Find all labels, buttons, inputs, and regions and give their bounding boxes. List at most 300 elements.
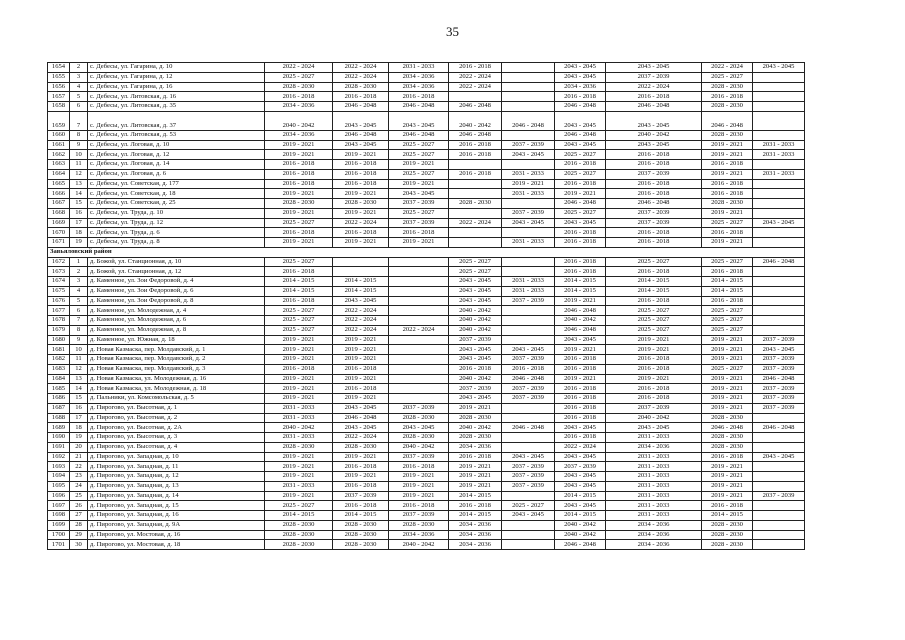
period-cell: 2028 - 2030 xyxy=(449,413,502,423)
period-cell: 2019 - 2021 xyxy=(555,296,606,306)
period-cell: 2028 - 2030 xyxy=(265,520,333,530)
period-cell xyxy=(389,306,449,316)
row-number: 1680 xyxy=(48,335,70,345)
period-cell: 2016 - 2018 xyxy=(265,267,333,277)
table-row xyxy=(48,277,805,287)
period-cell: 2016 - 2018 xyxy=(265,364,333,374)
period-cell xyxy=(753,228,805,238)
period-cell: 2031 - 2033 xyxy=(606,472,702,482)
period-cell: 2019 - 2021 xyxy=(333,374,389,384)
period-cell: 2040 - 2042 xyxy=(449,306,502,316)
period-cell: 2016 - 2018 xyxy=(333,364,389,374)
address-cell: д. Новая Казмаска, ул. Молодежная, д. 16 xyxy=(88,374,265,384)
period-cell: 2037 - 2039 xyxy=(606,208,702,218)
period-cell: 2022 - 2024 xyxy=(333,306,389,316)
period-cell: 2019 - 2021 xyxy=(606,374,702,384)
table-row xyxy=(48,433,805,443)
row-number: 1689 xyxy=(48,423,70,433)
period-cell xyxy=(753,111,805,130)
local-index: 7 xyxy=(70,316,88,326)
period-cell: 2022 - 2024 xyxy=(265,63,333,73)
period-cell xyxy=(502,102,555,112)
row-number: 1662 xyxy=(48,150,70,160)
table-row xyxy=(48,394,805,404)
row-number: 1684 xyxy=(48,374,70,384)
row-number: 1658 xyxy=(48,102,70,112)
period-cell: 2016 - 2018 xyxy=(702,452,753,462)
period-cell: 2028 - 2030 xyxy=(333,82,389,92)
period-cell: 2019 - 2021 xyxy=(389,238,449,248)
period-cell: 2046 - 2048 xyxy=(555,130,606,140)
period-cell: 2019 - 2021 xyxy=(702,462,753,472)
period-cell: 2043 - 2045 xyxy=(502,218,555,228)
local-index: 1 xyxy=(70,257,88,267)
period-cell: 2016 - 2018 xyxy=(606,238,702,248)
period-cell: 2016 - 2018 xyxy=(265,92,333,102)
period-cell: 2043 - 2045 xyxy=(753,63,805,73)
row-number: 1700 xyxy=(48,530,70,540)
period-cell: 2019 - 2021 xyxy=(333,238,389,248)
period-cell: 2046 - 2048 xyxy=(702,423,753,433)
period-cell: 2034 - 2036 xyxy=(606,530,702,540)
period-cell: 2046 - 2048 xyxy=(333,130,389,140)
period-cell: 2034 - 2036 xyxy=(449,530,502,540)
period-cell: 2019 - 2021 xyxy=(333,189,389,199)
period-cell: 2019 - 2021 xyxy=(702,150,753,160)
period-cell xyxy=(753,442,805,452)
period-cell: 2016 - 2018 xyxy=(606,355,702,365)
period-cell xyxy=(333,267,389,277)
address-cell: д. Пирогово, ул. Западная, д. 9А xyxy=(88,520,265,530)
period-cell: 2016 - 2018 xyxy=(606,296,702,306)
period-cell: 2019 - 2021 xyxy=(265,140,333,150)
period-cell: 2019 - 2021 xyxy=(265,452,333,462)
table-row xyxy=(48,306,805,316)
period-cell: 2016 - 2018 xyxy=(606,394,702,404)
period-cell: 2019 - 2021 xyxy=(702,335,753,345)
local-index: 17 xyxy=(70,218,88,228)
period-cell: 2016 - 2018 xyxy=(265,228,333,238)
period-cell: 2037 - 2039 xyxy=(502,481,555,491)
period-cell: 2028 - 2030 xyxy=(702,413,753,423)
period-cell: 2016 - 2018 xyxy=(606,384,702,394)
period-cell: 2043 - 2045 xyxy=(502,511,555,521)
period-cell: 2043 - 2045 xyxy=(333,111,389,130)
local-index: 16 xyxy=(70,208,88,218)
period-cell xyxy=(502,228,555,238)
period-cell: 2016 - 2018 xyxy=(555,394,606,404)
address-cell: д. Пирогово, ул. Высотная, д. 1 xyxy=(88,403,265,413)
table-row xyxy=(48,501,805,511)
period-cell: 2014 - 2015 xyxy=(555,491,606,501)
period-cell xyxy=(389,335,449,345)
period-cell: 2037 - 2039 xyxy=(606,403,702,413)
address-cell: д. Каменное, ул. Молодежная, д. 8 xyxy=(88,325,265,335)
period-cell xyxy=(753,433,805,443)
address-cell: д. Пирогово, ул. Высотная, д. 4 xyxy=(88,442,265,452)
period-cell: 2019 - 2021 xyxy=(702,491,753,501)
period-cell: 2016 - 2018 xyxy=(555,179,606,189)
period-cell: 2043 - 2045 xyxy=(333,296,389,306)
table-row xyxy=(48,540,805,550)
local-index: 11 xyxy=(70,355,88,365)
table-row xyxy=(48,267,805,277)
period-cell: 2016 - 2018 xyxy=(333,481,389,491)
period-cell: 2019 - 2021 xyxy=(449,462,502,472)
period-cell: 2019 - 2021 xyxy=(702,374,753,384)
period-cell xyxy=(502,540,555,550)
table-row xyxy=(48,218,805,228)
period-cell: 2034 - 2036 xyxy=(389,82,449,92)
period-cell: 2046 - 2048 xyxy=(389,102,449,112)
table-row xyxy=(48,325,805,335)
address-cell: с. Дебесы, ул. Логовая, д. 14 xyxy=(88,160,265,170)
period-cell: 2040 - 2042 xyxy=(555,520,606,530)
period-cell: 2037 - 2039 xyxy=(502,296,555,306)
period-cell xyxy=(753,501,805,511)
period-cell: 2028 - 2030 xyxy=(333,199,389,209)
address-cell: д. Новая Казмаска, пер. Молдавский, д. 2 xyxy=(88,355,265,365)
period-cell: 2025 - 2027 xyxy=(702,257,753,267)
local-index: 16 xyxy=(70,403,88,413)
period-cell: 2028 - 2030 xyxy=(702,530,753,540)
table-row xyxy=(48,442,805,452)
local-index: 26 xyxy=(70,501,88,511)
period-cell: 2014 - 2015 xyxy=(555,277,606,287)
row-number: 1667 xyxy=(48,199,70,209)
period-cell: 2016 - 2018 xyxy=(702,267,753,277)
period-cell xyxy=(502,72,555,82)
period-cell: 2043 - 2045 xyxy=(502,452,555,462)
table-row xyxy=(48,169,805,179)
period-cell: 2016 - 2018 xyxy=(606,92,702,102)
period-cell: 2019 - 2021 xyxy=(265,384,333,394)
period-cell: 2016 - 2018 xyxy=(702,160,753,170)
table-row xyxy=(48,238,805,248)
period-cell: 2037 - 2039 xyxy=(502,394,555,404)
table-row xyxy=(48,130,805,140)
period-cell: 2019 - 2021 xyxy=(265,394,333,404)
row-number: 1697 xyxy=(48,501,70,511)
period-cell: 2019 - 2021 xyxy=(702,345,753,355)
period-cell: 2022 - 2024 xyxy=(702,63,753,73)
row-number: 1681 xyxy=(48,345,70,355)
period-cell: 2019 - 2021 xyxy=(702,238,753,248)
period-cell xyxy=(753,160,805,170)
address-cell: д. Пирогово, ул. Мостовая, д. 18 xyxy=(88,540,265,550)
period-cell: 2037 - 2039 xyxy=(389,511,449,521)
period-cell xyxy=(753,530,805,540)
period-cell: 2040 - 2042 xyxy=(606,413,702,423)
period-cell: 2019 - 2021 xyxy=(606,345,702,355)
local-index: 6 xyxy=(70,306,88,316)
period-cell: 2025 - 2027 xyxy=(265,306,333,316)
local-index: 24 xyxy=(70,481,88,491)
local-index: 19 xyxy=(70,433,88,443)
period-cell: 2028 - 2030 xyxy=(702,520,753,530)
period-cell: 2037 - 2039 xyxy=(449,335,502,345)
period-cell: 2014 - 2015 xyxy=(606,277,702,287)
period-cell: 2040 - 2042 xyxy=(606,130,702,140)
period-cell: 2028 - 2030 xyxy=(702,130,753,140)
period-cell xyxy=(753,472,805,482)
period-cell xyxy=(502,433,555,443)
address-cell: с. Дебесы, ул. Логовая, д. 6 xyxy=(88,169,265,179)
period-cell xyxy=(502,335,555,345)
table-row xyxy=(48,179,805,189)
period-cell xyxy=(753,481,805,491)
period-cell xyxy=(449,189,502,199)
local-index: 10 xyxy=(70,345,88,355)
local-index: 12 xyxy=(70,364,88,374)
period-cell: 2037 - 2039 xyxy=(753,335,805,345)
period-cell: 2025 - 2027 xyxy=(702,325,753,335)
table-row xyxy=(48,511,805,521)
period-cell: 2037 - 2039 xyxy=(389,199,449,209)
period-cell: 2019 - 2021 xyxy=(449,481,502,491)
row-number: 1654 xyxy=(48,63,70,73)
period-cell: 2031 - 2033 xyxy=(753,150,805,160)
local-index: 21 xyxy=(70,452,88,462)
period-cell: 2016 - 2018 xyxy=(702,501,753,511)
period-cell xyxy=(389,374,449,384)
period-cell: 2016 - 2018 xyxy=(555,364,606,374)
period-cell: 2016 - 2018 xyxy=(333,462,389,472)
period-cell: 2016 - 2018 xyxy=(389,92,449,102)
period-cell: 2025 - 2027 xyxy=(265,257,333,267)
local-index: 5 xyxy=(70,92,88,102)
district-section-row xyxy=(48,247,805,257)
period-cell: 2019 - 2021 xyxy=(265,150,333,160)
row-number: 1671 xyxy=(48,238,70,248)
local-index: 2 xyxy=(70,63,88,73)
period-cell: 2031 - 2033 xyxy=(753,169,805,179)
address-cell: с. Дебесы, ул. Гагарина, д. 12 xyxy=(88,72,265,82)
period-cell: 2019 - 2021 xyxy=(333,472,389,482)
period-cell: 2037 - 2039 xyxy=(449,384,502,394)
period-cell xyxy=(753,540,805,550)
period-cell: 2019 - 2021 xyxy=(702,481,753,491)
period-cell: 2019 - 2021 xyxy=(389,179,449,189)
period-cell: 2028 - 2030 xyxy=(265,540,333,550)
period-cell: 2014 - 2015 xyxy=(265,277,333,287)
period-cell: 2031 - 2033 xyxy=(606,433,702,443)
period-cell: 2025 - 2027 xyxy=(389,169,449,179)
period-cell: 2016 - 2018 xyxy=(333,92,389,102)
period-cell: 2037 - 2039 xyxy=(606,72,702,82)
row-number: 1669 xyxy=(48,218,70,228)
period-cell xyxy=(753,286,805,296)
period-cell: 2016 - 2018 xyxy=(389,501,449,511)
table-row xyxy=(48,316,805,326)
period-cell: 2016 - 2018 xyxy=(555,160,606,170)
period-cell: 2046 - 2048 xyxy=(502,423,555,433)
row-number: 1656 xyxy=(48,82,70,92)
period-cell: 2016 - 2018 xyxy=(265,160,333,170)
table-row xyxy=(48,364,805,374)
period-cell: 2028 - 2030 xyxy=(389,520,449,530)
period-cell: 2040 - 2042 xyxy=(449,325,502,335)
period-cell: 2016 - 2018 xyxy=(606,150,702,160)
period-cell: 2034 - 2036 xyxy=(265,130,333,140)
period-cell xyxy=(502,413,555,423)
period-cell: 2016 - 2018 xyxy=(555,238,606,248)
row-number: 1686 xyxy=(48,394,70,404)
period-cell: 2043 - 2045 xyxy=(502,150,555,160)
row-number: 1677 xyxy=(48,306,70,316)
table-row xyxy=(48,462,805,472)
period-cell: 2016 - 2018 xyxy=(702,92,753,102)
period-cell: 2016 - 2018 xyxy=(449,364,502,374)
local-index: 9 xyxy=(70,140,88,150)
period-cell: 2034 - 2036 xyxy=(449,442,502,452)
period-cell: 2046 - 2048 xyxy=(449,130,502,140)
period-cell: 2025 - 2027 xyxy=(702,364,753,374)
period-cell xyxy=(389,296,449,306)
period-cell: 2043 - 2045 xyxy=(389,189,449,199)
row-number: 1693 xyxy=(48,462,70,472)
table-row xyxy=(48,423,805,433)
period-cell: 2025 - 2027 xyxy=(389,150,449,160)
local-index: 22 xyxy=(70,462,88,472)
period-cell: 2016 - 2018 xyxy=(702,296,753,306)
period-cell: 2019 - 2021 xyxy=(389,472,449,482)
period-cell: 2034 - 2036 xyxy=(389,72,449,82)
period-cell: 2019 - 2021 xyxy=(333,335,389,345)
row-number: 1688 xyxy=(48,413,70,423)
local-index: 14 xyxy=(70,384,88,394)
period-cell: 2019 - 2021 xyxy=(702,208,753,218)
period-cell: 2040 - 2042 xyxy=(389,540,449,550)
period-cell: 2037 - 2039 xyxy=(753,364,805,374)
address-cell: д. Каменное, ул. Зои Федоровой, д. 8 xyxy=(88,296,265,306)
period-cell: 2022 - 2024 xyxy=(333,63,389,73)
period-cell: 2040 - 2042 xyxy=(265,111,333,130)
table-row xyxy=(48,63,805,73)
period-cell xyxy=(502,130,555,140)
period-cell: 2034 - 2036 xyxy=(389,530,449,540)
period-cell: 2043 - 2045 xyxy=(555,218,606,228)
period-cell xyxy=(502,267,555,277)
period-cell: 2046 - 2048 xyxy=(555,102,606,112)
row-number: 1691 xyxy=(48,442,70,452)
period-cell xyxy=(449,208,502,218)
period-cell xyxy=(502,306,555,316)
row-number: 1679 xyxy=(48,325,70,335)
table-row xyxy=(48,286,805,296)
period-cell: 2037 - 2039 xyxy=(389,403,449,413)
period-cell xyxy=(753,306,805,316)
table-row xyxy=(48,199,805,209)
period-cell xyxy=(449,228,502,238)
period-cell: 2043 - 2045 xyxy=(389,111,449,130)
period-cell xyxy=(502,199,555,209)
period-cell: 2016 - 2018 xyxy=(389,462,449,472)
period-cell: 2031 - 2033 xyxy=(606,491,702,501)
period-cell: 2025 - 2027 xyxy=(389,208,449,218)
period-cell: 2016 - 2018 xyxy=(333,160,389,170)
period-cell: 2043 - 2045 xyxy=(555,72,606,82)
period-cell xyxy=(753,520,805,530)
row-number: 1685 xyxy=(48,384,70,394)
table-row xyxy=(48,140,805,150)
period-cell: 2046 - 2048 xyxy=(555,540,606,550)
period-cell: 2025 - 2027 xyxy=(555,208,606,218)
row-number: 1666 xyxy=(48,189,70,199)
period-cell xyxy=(389,364,449,374)
address-cell: с. Дебесы, ул. Логовая, д. 10 xyxy=(88,140,265,150)
table-row xyxy=(48,413,805,423)
table-row xyxy=(48,189,805,199)
period-cell xyxy=(449,179,502,189)
address-cell: с. Дебесы, ул. Гагарина, д. 10 xyxy=(88,63,265,73)
period-cell: 2031 - 2033 xyxy=(502,169,555,179)
period-cell: 2037 - 2039 xyxy=(502,462,555,472)
period-cell: 2025 - 2027 xyxy=(606,306,702,316)
period-cell: 2025 - 2027 xyxy=(502,501,555,511)
period-cell: 2037 - 2039 xyxy=(333,491,389,501)
period-cell: 2037 - 2039 xyxy=(502,208,555,218)
period-cell: 2019 - 2021 xyxy=(265,472,333,482)
period-cell: 2025 - 2027 xyxy=(555,150,606,160)
table-row xyxy=(48,472,805,482)
table-row xyxy=(48,257,805,267)
period-cell: 2043 - 2045 xyxy=(333,140,389,150)
address-cell: д. Пирогово, ул. Высотная, д. 2А xyxy=(88,423,265,433)
period-cell: 2034 - 2036 xyxy=(606,540,702,550)
period-cell xyxy=(502,530,555,540)
period-cell: 2016 - 2018 xyxy=(502,364,555,374)
period-cell: 2046 - 2048 xyxy=(555,325,606,335)
period-cell xyxy=(753,462,805,472)
local-index: 28 xyxy=(70,520,88,530)
period-cell: 2016 - 2018 xyxy=(333,228,389,238)
period-cell xyxy=(389,316,449,326)
period-cell: 2031 - 2033 xyxy=(606,481,702,491)
address-cell: д. Пирогово, ул. Западная, д. 12 xyxy=(88,472,265,482)
local-index: 3 xyxy=(70,277,88,287)
period-cell: 2046 - 2048 xyxy=(555,306,606,316)
period-cell: 2031 - 2033 xyxy=(502,277,555,287)
address-cell: с. Дебесы, ул. Литовская, д. 16 xyxy=(88,92,265,102)
period-cell: 2019 - 2021 xyxy=(265,374,333,384)
period-cell: 2019 - 2021 xyxy=(702,394,753,404)
period-cell: 2034 - 2036 xyxy=(555,82,606,92)
period-cell: 2034 - 2036 xyxy=(449,520,502,530)
period-cell: 2031 - 2033 xyxy=(606,501,702,511)
period-cell: 2016 - 2018 xyxy=(555,267,606,277)
local-index: 23 xyxy=(70,472,88,482)
period-cell: 2022 - 2024 xyxy=(389,325,449,335)
address-cell: д. Пирогово, ул. Западная, д. 16 xyxy=(88,511,265,521)
period-cell: 2022 - 2024 xyxy=(606,82,702,92)
period-cell xyxy=(753,238,805,248)
period-cell: 2014 - 2015 xyxy=(702,286,753,296)
period-cell: 2016 - 2018 xyxy=(555,228,606,238)
period-cell: 2022 - 2024 xyxy=(333,433,389,443)
address-cell: д. Новая Казмаска, пер. Молдавский, д. 1 xyxy=(88,345,265,355)
table-row xyxy=(48,111,805,130)
period-cell: 2043 - 2045 xyxy=(449,296,502,306)
period-cell: 2028 - 2030 xyxy=(702,102,753,112)
period-cell xyxy=(753,277,805,287)
period-cell: 2037 - 2039 xyxy=(753,355,805,365)
local-index: 17 xyxy=(70,413,88,423)
period-cell: 2037 - 2039 xyxy=(606,169,702,179)
period-cell: 2016 - 2018 xyxy=(606,189,702,199)
period-cell xyxy=(389,257,449,267)
period-cell: 2028 - 2030 xyxy=(265,82,333,92)
